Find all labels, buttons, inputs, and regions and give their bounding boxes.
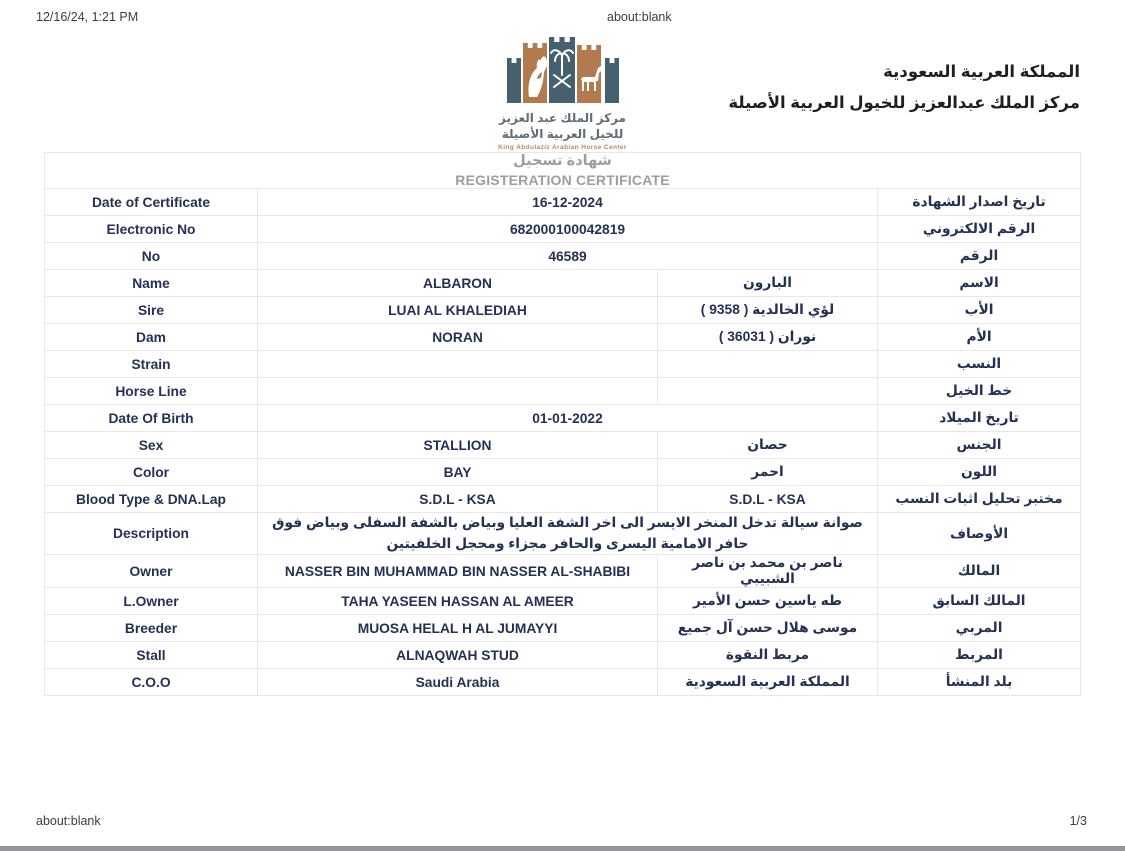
certificate-row — [45, 216, 1081, 243]
row-label-en: Description — [45, 513, 258, 555]
certificate-title-en: REGISTERATION CERTIFICATE — [455, 172, 670, 188]
logo-name-ar-line1: مركز الملك عبد العزيز — [499, 111, 626, 125]
row-label-ar: تاريخ اصدار الشهادة — [878, 189, 1081, 216]
certificate-rows — [45, 153, 1081, 696]
row-label-ar: الأب — [878, 297, 1081, 324]
row-value-ar: طه ياسين حسن الأمير — [658, 588, 878, 615]
row-label-en: Date Of Birth — [45, 405, 258, 432]
row-value-en: S.D.L - KSA — [258, 486, 658, 513]
row-value-en: TAHA YASEEN HASSAN AL AMEER — [258, 588, 658, 615]
row-value-en — [258, 351, 658, 378]
row-label-en: No — [45, 243, 258, 270]
certificate-title-ar: شهادة تسجيل — [513, 153, 612, 169]
print-header-title: about:blank — [607, 10, 672, 24]
row-label-en: Horse Line — [45, 378, 258, 405]
row-label-en: Color — [45, 459, 258, 486]
row-label-en: Owner — [45, 555, 258, 588]
row-label-en: Date of Certificate — [45, 189, 258, 216]
row-value-en — [258, 378, 658, 405]
certificate-row — [45, 669, 1081, 696]
row-value-ar: لؤي الخالدية ( 9358 ) — [658, 297, 878, 324]
row-value-ar: نوران ( 36031 ) — [658, 324, 878, 351]
certificate-title-row — [45, 153, 1081, 189]
row-label-en: Strain — [45, 351, 258, 378]
row-value-en: ALBARON — [258, 270, 658, 297]
row-label-en: L.Owner — [45, 588, 258, 615]
print-footer-page-number: 1/3 — [1069, 814, 1087, 828]
row-label-en: Stall — [45, 642, 258, 669]
certificate-row — [45, 513, 1081, 555]
certificate-row — [45, 405, 1081, 432]
row-label-ar: المربط — [878, 642, 1081, 669]
row-value-en: Saudi Arabia — [258, 669, 658, 696]
certificate-row — [45, 459, 1081, 486]
row-label-ar: خط الخيل — [878, 378, 1081, 405]
row-label-en: Sex — [45, 432, 258, 459]
page-edge-divider — [0, 846, 1125, 851]
row-value-ar: البارون — [658, 270, 878, 297]
row-label-ar: الجنس — [878, 432, 1081, 459]
row-label-en: Dam — [45, 324, 258, 351]
row-value-en: LUAI AL KHALEDIAH — [258, 297, 658, 324]
print-header-datetime: 12/16/24, 1:21 PM — [36, 10, 139, 24]
row-label-en: Electronic No — [45, 216, 258, 243]
certificate-title-cell — [45, 153, 1081, 189]
row-label-ar: الاسم — [878, 270, 1081, 297]
row-label-ar: الأم — [878, 324, 1081, 351]
certificate-row — [45, 324, 1081, 351]
row-value-ar — [658, 351, 878, 378]
certificate-row — [45, 351, 1081, 378]
row-value-en: ALNAQWAH STUD — [258, 642, 658, 669]
certificate-row — [45, 378, 1081, 405]
row-value-ar: المملكة العربية السعودية — [658, 669, 878, 696]
org-header — [728, 57, 1080, 119]
row-label-ar: النسب — [878, 351, 1081, 378]
logo-towers-icon — [507, 37, 619, 103]
row-label-en: Breeder — [45, 615, 258, 642]
row-label-en: Name — [45, 270, 258, 297]
row-label-ar: الأوصاف — [878, 513, 1081, 555]
certificate-row — [45, 486, 1081, 513]
row-value-ar: احمر — [658, 459, 878, 486]
certificate-row — [45, 243, 1081, 270]
row-value: 01-01-2022 — [258, 405, 878, 432]
row-label-ar: المربي — [878, 615, 1081, 642]
row-value: 46589 — [258, 243, 878, 270]
row-label-ar: مختبر تحليل اثبات النسب — [878, 486, 1081, 513]
certificate-row — [45, 555, 1081, 588]
row-label-en: Blood Type & DNA.Lap — [45, 486, 258, 513]
row-label-ar: تاريخ الميلاد — [878, 405, 1081, 432]
row-value-ar — [658, 378, 878, 405]
row-label-ar: المالك — [878, 555, 1081, 588]
certificate-row — [45, 642, 1081, 669]
logo-name-ar-line2: للخيل العربية الأصيلة — [501, 127, 624, 141]
row-value-en: NORAN — [258, 324, 658, 351]
certificate-row — [45, 189, 1081, 216]
certificate-row — [45, 270, 1081, 297]
kahc-logo — [488, 37, 638, 152]
row-label-ar: الرقم — [878, 243, 1081, 270]
row-label-en: C.O.O — [45, 669, 258, 696]
certificate-row — [45, 588, 1081, 615]
row-value-ar: موسى هلال حسن آل جميع — [658, 615, 878, 642]
row-label-ar: اللون — [878, 459, 1081, 486]
row-value-en: NASSER BIN MUHAMMAD BIN NASSER AL-SHABIBI — [258, 555, 658, 588]
row-label-ar: بلد المنشأ — [878, 669, 1081, 696]
org-header-line2: مركز الملك عبدالعزيز للخيول العربية الأصيلة — [728, 94, 1080, 112]
row-value-ar: S.D.L - KSA — [658, 486, 878, 513]
row-value-en: BAY — [258, 459, 658, 486]
row-value: 682000100042819 — [258, 216, 878, 243]
certificate-row — [45, 432, 1081, 459]
certificate-table — [44, 152, 1081, 696]
certificate-row — [45, 297, 1081, 324]
row-label-ar: المالك السابق — [878, 588, 1081, 615]
row-value-en: MUOSA HELAL H AL JUMAYYI — [258, 615, 658, 642]
org-header-line1: المملكة العربية السعودية — [883, 63, 1080, 81]
row-value-ar: حصان — [658, 432, 878, 459]
row-value: صوانة سيالة تدخل المنخر الايسر الى اخر الشفة العليا وبياض بالشفة السفلى وبياض فوق حافر الامامية اليسرى والحافر مجزاء ومحجل الخلفيتين — [258, 513, 878, 555]
certificate-row — [45, 615, 1081, 642]
row-value-ar: مربط النقوة — [658, 642, 878, 669]
print-footer-url: about:blank — [36, 814, 101, 828]
row-label-ar: الرقم الالكتروني — [878, 216, 1081, 243]
row-value: 16-12-2024 — [258, 189, 878, 216]
row-value-en: STALLION — [258, 432, 658, 459]
logo-name-en: King Abdulaziz Arabian Horse Center — [498, 144, 627, 151]
row-value-ar: ناصر بن محمد بن ناصر الشبيبي — [658, 555, 878, 588]
row-label-en: Sire — [45, 297, 258, 324]
